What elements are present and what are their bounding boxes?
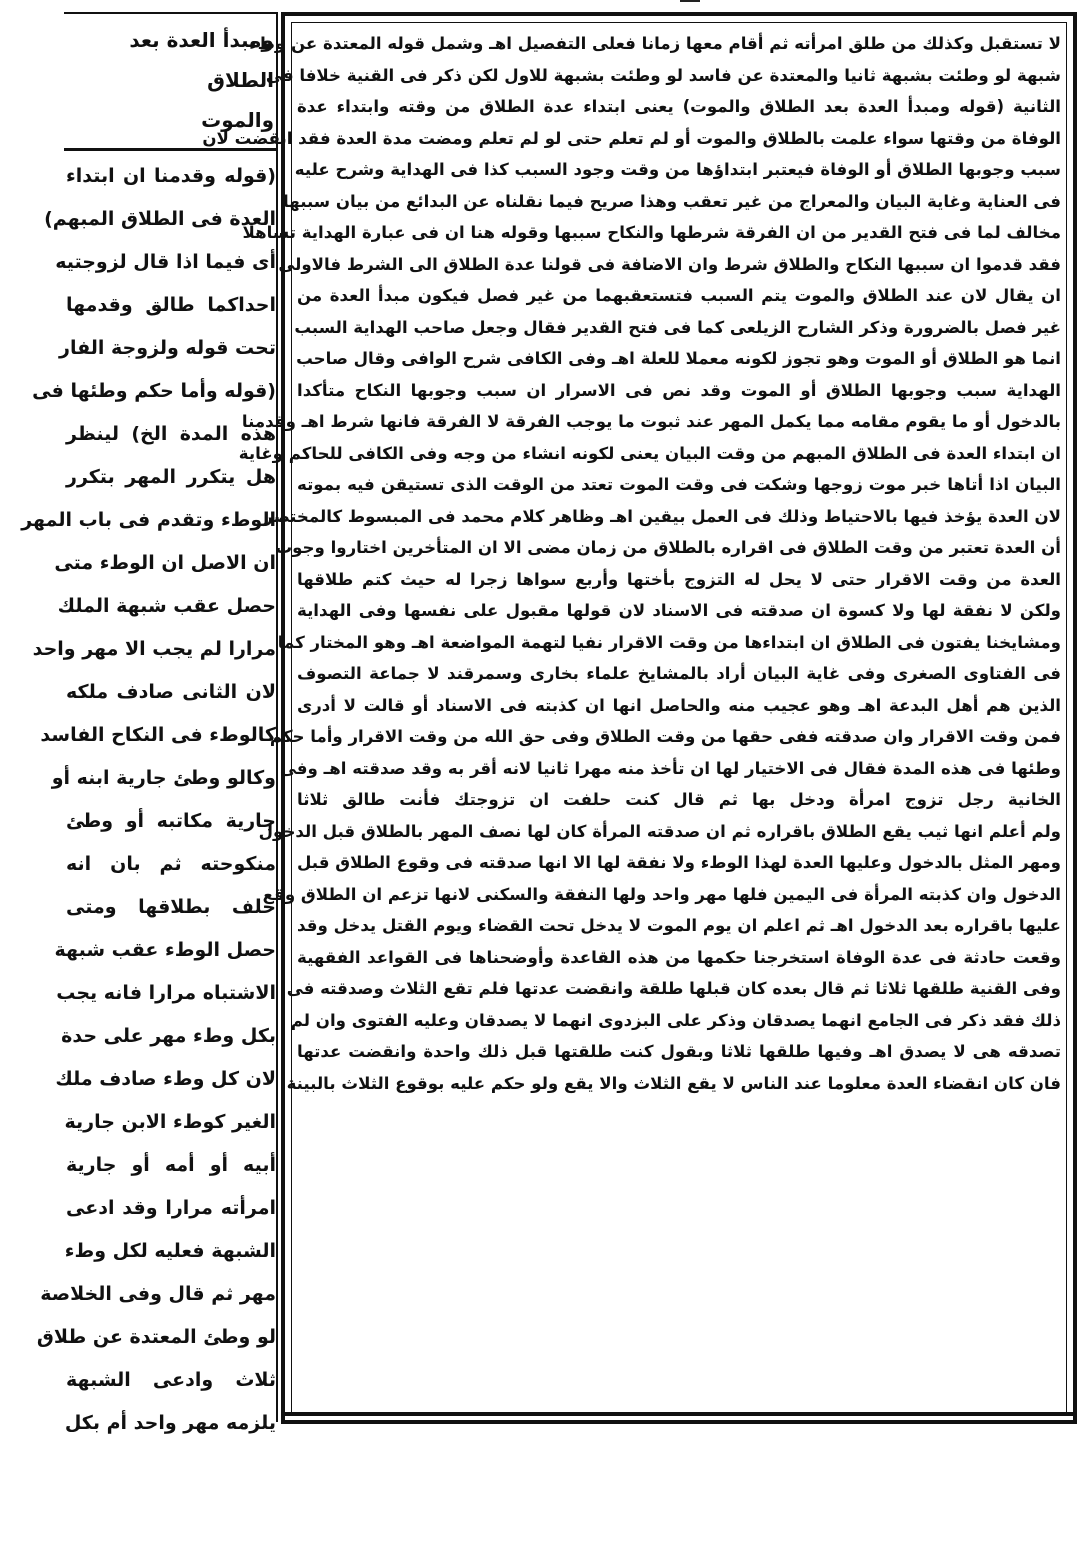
margin-text-line: لو وطئ المعتدة عن طلاق [36, 1326, 276, 1348]
margin-text-line: احداكما طالق وقدمها [66, 294, 276, 316]
margin-text-line: جارية مكاتبه أو وطئ [66, 810, 276, 832]
margin-text-line: الاشتباه مرارا فانه يجب [56, 982, 276, 1004]
main-text-line: أن العدة تعتبر من وقت الطلاق فى اقراره بالطلاق من زمان مضى الا ان المتأخرين اختاروا وجوب [275, 538, 1061, 557]
main-text-line: ولم أعلم انها ثيب يقع الطلاق باقراره ثم ان صدقته المرأة كان لها نصف المهر بالطلاق قبل الدخول [258, 821, 1061, 841]
main-text-line: لا تستقبل وكذلك من طلق امرأته ثم أقام معها زمانا فعلى التفصيل اهـ وشمل قوله المعتدة عن وطء [249, 34, 1061, 53]
margin-heading-line: والموت [201, 108, 274, 132]
main-text-line: ذلك فقد ذكر فى الجامع انهما يصدقان وذكر على البزدوى انهما لا يصدقان وعليه الفتوى وان لم [290, 1010, 1061, 1030]
main-text-line: ان ابتداء العدة فى الطلاق المبهم من وقت البيان يعنى لكونه انشاء من وجه وفى الكافى للحاكم وغاية [238, 443, 1061, 463]
margin-text-line: مهر ثم قال وفى الخلاصة [40, 1283, 276, 1305]
main-text-line: ومشايخنا يفتون فى الطلاق ان ابتداءها من وقت الاقرار نفيا لتهمة المواضعة اهـ وهو المختار كما [277, 632, 1061, 652]
main-text-line: وقعت حادثة فى عدة الوفاة استخرجنا حكمها من هذه القاعدة وأوضحناها فى القواعد الفقهية [297, 947, 1061, 967]
margin-text-line: لان الثانى صادف ملكه [66, 681, 276, 703]
top-mark [680, 0, 700, 8]
main-text-line: سبب وجوبها الطلاق أو الوفاة فيعتبر ابتداؤها من وقت وجود السبب كذا فى الهداية وشرح عليه [294, 160, 1061, 179]
margin-text-line: امرأته مرارا وقد ادعى [66, 1197, 276, 1219]
margin-text-line: أبيه أو أمه أو جارية [66, 1154, 276, 1176]
main-text-line: الذين هم أهل البدعة اهـ وهو عجيب منه والحاصل انها ان كذبته فى الاسناد أو قالت لا أدرى [297, 695, 1061, 715]
main-text-line: ان يقال لان عند الطلاق والموت يتم السبب فتستعقبهما من غير فصل فيكون مبدأ العدة من [297, 286, 1061, 305]
main-text-line: وطئها فى هذه المدة فقال فى الاختيار لها ان تأخذ منه مهرا ثانيا لانه أقر به وقد صدقته اهـ وفى [279, 758, 1061, 778]
main-text-line: وفى القنية طلقها ثلاثا ثم قال بعده كان قبلها طلقة وانقضت عدتها فلم تقع الثلاث وصدقته فى [286, 979, 1061, 998]
margin-text-line: العدة فى الطلاق المبهم) [44, 208, 276, 230]
main-text-line: بالدخول أو ما يقوم مقامه مما يكمل المهر عند ثبوت ما يوجب الفرقة لا الفرقة فانها شرط اهـ وقدمنا [241, 412, 1061, 431]
main-text-line: الثانية (قوله ومبدأ العدة بعد الطلاق والموت) يعنى ابتداء عدة الطلاق من وقته وابتداء عدة [297, 97, 1061, 116]
main-text-line: فان كان انقضاء العدة معلوما عند الناس لا يقع الثلاث والا يقع ولو حكم عليه بوقوع الثلاث بالبينة [286, 1073, 1061, 1093]
bottom-rule [285, 1412, 1073, 1416]
margin-commentary [21, 12, 278, 1434]
main-text-line: ومهر المثل بالدخول وعليها العدة لهذا الوطء ولا نفقة لها الا انها صدقته فى وقوع الطلاق قبل [297, 853, 1061, 872]
main-text-line: ولكن لا نفقة لها ولا كسوة ان صدقته فى الاسناد لان قولها مقبول على نفسها وفى الهداية [297, 601, 1061, 620]
margin-heading-line: ومبدأ العدة بعد الطلاق [129, 28, 274, 92]
main-text-line: الهداية سبب وجوبها الطلاق أو الموت وقد نص فى الاسرار ان سبب وجوبها النكاح متأكدا [297, 380, 1061, 400]
margin-text-line: كالوطء فى النكاح الفاسد [40, 724, 276, 746]
margin-text-line: تحت قوله ولزوجة الفار [59, 337, 276, 359]
margin-text-line: حصل الوطء عقب شبهة [54, 939, 276, 961]
main-text-line: انما هو الطلاق أو الموت وهو تجوز لكونه معملا للعلة اهـ وفى الكافى شرح الوافى وقال صاحب [296, 349, 1061, 368]
margin-text-line: الشبهة فعليه لكل وطء [64, 1240, 276, 1262]
margin-text-line: ان الاصل ان الوطء متى [54, 552, 276, 574]
main-text-line: البيان اذا أتاها خبر موت زوجها وشكت فى وقت الموت تعتد من الوقت الذى تستيقن فيه بموته [297, 475, 1061, 494]
margin-text-body [21, 151, 278, 1445]
margin-text-line: (قوله وأما حكم وطئها فى [32, 380, 276, 402]
main-text-frame [202, 12, 1077, 1424]
margin-text-line: ثلاث وادعى الشبهة [66, 1369, 276, 1391]
main-text-line: الدخول وان كذبته المرأة فى اليمين فلها مهر واحد ولها النفقة والسكنى لانها تزعم ان الطلاق وقع [262, 884, 1061, 904]
margin-text-line: الوطء وتقدم فى باب المهر [21, 509, 276, 531]
main-text-line: الخانية رجل تزوج امرأة ودخل بها ثم قال كنت حلفت ان تزوجتك فأنت طالق ثلاثا [297, 790, 1061, 809]
main-text-line: مخالف لما فى فتح القدير من ان الفرقة شرطها والنكاح سببها وقوله هنا ان فى عبارة الهداية تساهلا [242, 223, 1061, 242]
main-text-line: الوفاة من وقتها سواء علمت بالطلاق والموت أو لم تعلم حتى لو لم تعلم ومضت مدة العدة فقد انقضت لان [202, 128, 1061, 148]
main-text-line: العدة من وقت الاقرار حتى لا يحل له التزوج بأختها وأربع سواها زجرا له حيث كتم طلاقها [297, 569, 1061, 589]
main-text-line: فى العناية وغاية البيان والمعراج من غير تعقب وهذا صريح فيما نقلناه عن البدائع من بيان سببها [283, 191, 1061, 211]
margin-text-line: مرارا لم يجب الا مهر واحد [32, 638, 276, 660]
main-text-line: لان العدة يؤخذ فيها بالاحتياط وذلك فى العمل بيقين اهـ وظاهر كلام محمد فى المبسوط كالمختصر [263, 506, 1061, 526]
main-text-line: غير فصل بالضرورة وذكر الشارح الزيلعى كما فى فتح القدير فقال وجعل صاحب الهداية السبب [294, 317, 1061, 337]
main-text-line: فقد قدموا ان سببها النكاح والطلاق شرط وان الاضافة فى قولنا عدة الطلاق الى الشرط فالاولى [278, 254, 1061, 274]
margin-text-line: (قوله وقدمنا ان ابتداء [66, 165, 276, 187]
margin-text-line: حلف بطلاقها ومتى [66, 896, 276, 918]
main-text-line: عليها باقراره بعد الدخول اهـ ثم اعلم ان يوم الموت لا يدخل تحت القضاء ويوم القتل يدخل وقد [297, 916, 1061, 935]
margin-text-line: أى فيما اذا قال لزوجتيه [55, 251, 276, 273]
margin-text-line: هل يتكرر المهر بتكرر [66, 466, 276, 488]
margin-text-line: يلزمه مهر واحد أم بكل [64, 1412, 276, 1434]
margin-text-line: بكل وطء مهر على حدة [61, 1025, 276, 1047]
margin-text-line: لان كل وطء صادف ملك [55, 1068, 276, 1090]
main-text-line: فمن وقت الاقرار وان صدقته ففى حقها من وقت الطلاق وفى حق الله من وقت الاقرار وأما حكم [269, 727, 1061, 746]
main-text-line: شبهة لو وطئت بشبهة ثانيا والمعتدة عن فاسد لو وطئت بشبهة للاول لكن ذكر فى القنية خلافا فى [265, 65, 1061, 85]
margin-text-line: وكالو وطئ جارية ابنه أو [51, 767, 276, 789]
margin-text-line: حصل عقب شبهة الملك [57, 595, 276, 617]
main-text-line: تصدقه هى لا يصدق اهـ وفيها طلقها ثلاثا وبقول كنت طلقتها قبل ذلك واحدة وانقضت عدتها [297, 1042, 1061, 1061]
margin-text-line: منكوحته ثم بان انه [66, 853, 276, 875]
main-text-line: فى الفتاوى الصغرى وفى غاية البيان أراد بالمشايخ علماء بخارى وسمرقند لا جماعة التصوف [297, 664, 1061, 683]
main-text-body [202, 28, 1061, 1404]
margin-text-line: هذه المدة الخ) لينظر [66, 423, 276, 445]
margin-text-line: الغير كوطء الابن جارية [64, 1111, 276, 1133]
